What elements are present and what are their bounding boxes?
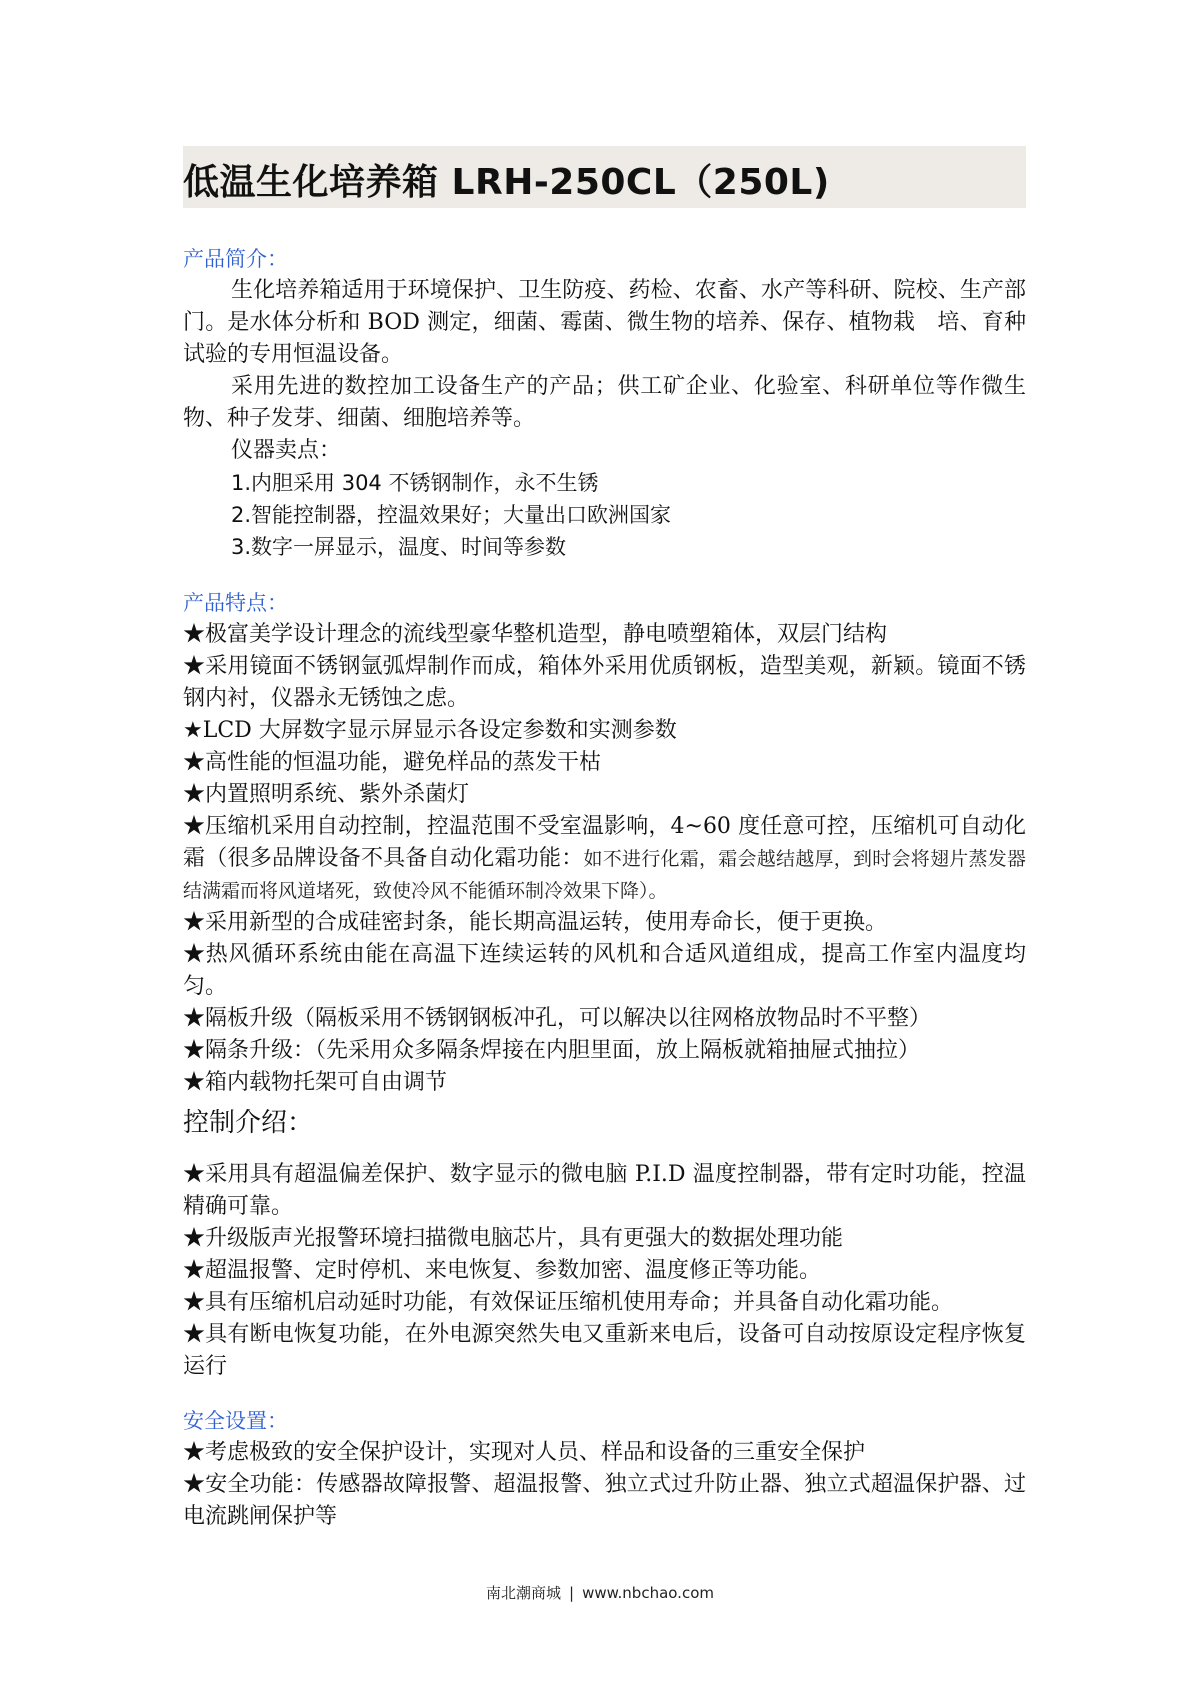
- feature-item: ★箱内载物托架可自由调节: [183, 1070, 448, 1095]
- control-item: ★采用具有超温偏差保护、数字显示的微电脑 P.I.D 温度控制器，带有定时功能，控温精确可靠。: [183, 1162, 1026, 1219]
- safety-item: ★安全功能：传感器故障报警、超温报警、独立式过升防止器、独立式超温保护器、过电流跳闸保护等: [183, 1472, 1026, 1529]
- page-title: 低温生化培养箱 LRH-250CL（250L): [183, 162, 830, 203]
- feature-item: ★热风循环系统由能在高温下连续运转的风机和合适风道组成，提高工作室内温度均匀。: [183, 942, 1026, 999]
- features-section: [183, 587, 1026, 1099]
- compressor-note-text: 如不进行化霜，霜会越结越厚，到时会将翅片蒸发器结满霜而将风道堵死，致使冷风不能循环制冷效果下降）。: [183, 848, 1026, 902]
- feature-item-compressor: [183, 811, 1026, 907]
- page-footer: [0, 1582, 1200, 1603]
- feature-item: ★采用新型的合成硅密封条，能长期高温运转，使用寿命长，便于更换。: [183, 910, 888, 935]
- selling-label: 仪器卖点：: [231, 438, 342, 463]
- safety-section: [183, 1405, 1026, 1533]
- features-heading: 产品特点：: [183, 591, 288, 615]
- title-bar: [183, 146, 1026, 208]
- selling-point: 1.内胆采用 304 不锈钢制作，永不生锈: [231, 471, 599, 495]
- intro-paragraph: 生化培养箱适用于环境保护、卫生防疫、药检、农畜、水产等科研、院校、生产部门。是水体分析和 BOD 测定，细菌、霉菌、微生物的培养、保存、植物栽 培、育种试验的专用恒温设备。: [183, 278, 1026, 367]
- control-heading: 控制介绍：: [183, 1108, 314, 1138]
- footer-url-link[interactable]: www.nbchao.com: [582, 1584, 714, 1602]
- feature-item: ★隔板升级（隔板采用不锈钢钢板冲孔，可以解决以往网格放物品时不平整）: [183, 1006, 932, 1031]
- control-item: ★升级版声光报警环境扫描微电脑芯片，具有更强大的数据处理功能: [183, 1226, 844, 1251]
- control-item: ★超温报警、定时停机、来电恢复、参数加密、温度修正等功能。: [183, 1258, 822, 1283]
- footer-separator: |: [569, 1584, 575, 1602]
- feature-item: ★极富美学设计理念的流线型豪华整机造型，静电喷塑箱体，双层门结构: [183, 622, 888, 647]
- feature-item: ★隔条升级：（先采用众多隔条焊接在内胆里面，放上隔板就箱抽屉式抽拉）: [183, 1038, 921, 1063]
- control-item: ★具有压缩机启动延时功能，有效保证压缩机使用寿命；并具备自动化霜功能。: [183, 1290, 954, 1315]
- safety-heading: 安全设置：: [183, 1409, 288, 1433]
- selling-point: 3.数字一屏显示，温度、时间等参数: [231, 535, 567, 559]
- intro-section: [183, 243, 1026, 563]
- feature-item: ★高性能的恒温功能，避免样品的蒸发干枯: [183, 750, 602, 775]
- feature-item: ★内置照明系统、紫外杀菌灯: [183, 782, 470, 807]
- feature-item: ★采用镜面不锈钢氩弧焊制作而成，箱体外采用优质钢板，造型美观，新颖。镜面不锈钢内衬，仪器永无锈蚀之虑。: [183, 654, 1026, 711]
- compressor-main-text: ★压缩机采用自动控制，控温范围不受室温影响，4~60 度任意可控，压缩机可自动化霜（很多品牌设备不具备自动化霜功能：: [183, 814, 1026, 871]
- control-section: [183, 1105, 1026, 1383]
- intro-paragraph: 采用先进的数控加工设备生产的产品；供工矿企业、化验室、科研单位等作微生物、种子发芽、细菌、细胞培养等。: [183, 374, 1026, 431]
- feature-item: ★LCD 大屏数字显示屏显示各设定参数和实测参数: [183, 718, 677, 743]
- control-item: ★具有断电恢复功能，在外电源突然失电又重新来电后，设备可自动按原设定程序恢复运行: [183, 1322, 1026, 1379]
- footer-site-name: 南北潮商城: [486, 1584, 562, 1602]
- selling-point: 2.智能控制器，控温效果好；大量出口欧洲国家: [231, 503, 672, 527]
- intro-heading: 产品简介：: [183, 247, 288, 271]
- safety-item: ★考虑极致的安全保护设计，实现对人员、样品和设备的三重安全保护: [183, 1440, 866, 1465]
